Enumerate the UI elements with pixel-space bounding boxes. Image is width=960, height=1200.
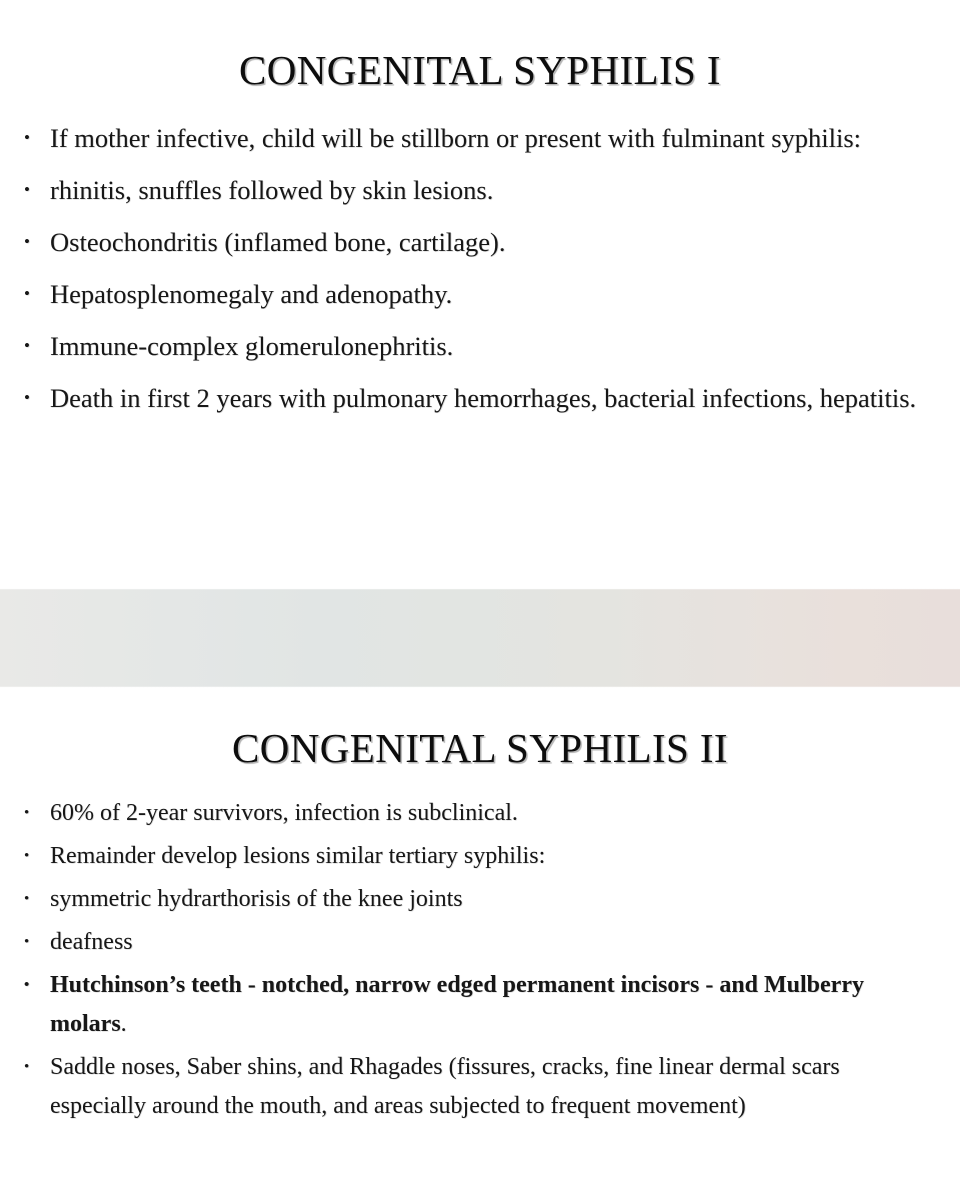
separator-top-highlight: [0, 588, 960, 590]
bullet-point-icon: •: [24, 284, 30, 303]
bullet-point-icon: •: [24, 805, 30, 821]
bullet-point-icon: •: [24, 336, 30, 355]
bullet-point-icon: •: [24, 1059, 30, 1075]
bullet-item: [0, 324, 960, 368]
bullet-text: deafness: [50, 929, 133, 955]
bullet-point-icon: •: [24, 232, 30, 251]
bullet-point-icon: •: [24, 180, 30, 199]
bullet-point-icon: •: [24, 128, 30, 147]
bullet-item: [0, 794, 960, 833]
bullet-item: [0, 923, 960, 962]
bullet-item: [0, 168, 960, 212]
slide-congenital-syphilis-2: [0, 688, 960, 1200]
bullet-text: If mother infective, child will be stillborn or present with fulminant syphilis:: [50, 123, 862, 153]
bullet-point-icon: •: [24, 977, 30, 993]
bullet-point-icon: •: [24, 388, 30, 407]
bullet-text-tail: .: [120, 1011, 127, 1037]
bullet-text: Hutchinson’s teeth - notched, narrow edged permanent incisors - and Mulberry molars: [50, 972, 864, 1037]
slide-two-bullet-list: [0, 794, 960, 1126]
bullet-item: [0, 1048, 960, 1126]
slide-one-bullet-list: [0, 116, 960, 420]
bullet-text: Osteochondritis (inflamed bone, cartilage).: [50, 227, 506, 257]
bullet-text: 60% of 2-year survivors, infection is subclinical.: [50, 800, 518, 826]
slide-congenital-syphilis-1: [0, 0, 960, 588]
bullet-text: symmetric hydrarthorisis of the knee joints: [50, 886, 463, 912]
bullet-text: Immune-complex glomerulonephritis.: [50, 331, 454, 361]
bullet-item: [0, 220, 960, 264]
bullet-item: [0, 966, 960, 1044]
bullet-item: [0, 272, 960, 316]
bullet-item: [0, 376, 960, 420]
bullet-point-icon: •: [24, 891, 30, 907]
bullet-item: [0, 880, 960, 919]
bullet-text: rhinitis, snuffles followed by skin lesions.: [50, 175, 494, 205]
slide-one-title: CONGENITAL SYPHILIS I: [239, 47, 721, 93]
slide-separator-band: [0, 588, 960, 688]
bullet-item: [0, 116, 960, 160]
bullet-text: Saddle noses, Saber shins, and Rhagades (fissures, cracks, fine linear dermal scars especially around the mouth, and areas subjected to frequent movement): [50, 1054, 840, 1119]
bullet-item: [0, 837, 960, 876]
bullet-point-icon: •: [24, 934, 30, 950]
bullet-text: Hepatosplenomegaly and adenopathy.: [50, 279, 453, 309]
bullet-text: Remainder develop lesions similar tertiary syphilis:: [50, 843, 546, 869]
bullet-point-icon: •: [24, 848, 30, 864]
slide-two-title: CONGENITAL SYPHILIS II: [232, 725, 728, 771]
bullet-text: Death in first 2 years with pulmonary hemorrhages, bacterial infections, hepatitis.: [50, 383, 917, 413]
